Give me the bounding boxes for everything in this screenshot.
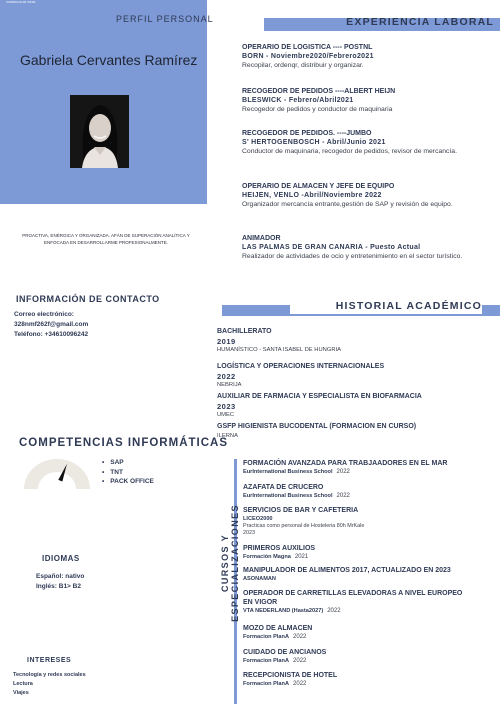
job-description: Conductor de maquinaria, recogedor de pedidos, revisor de mercancía. <box>242 148 457 155</box>
perfil-label: PERFIL PERSONAL <box>116 14 214 24</box>
course-item <box>243 566 493 583</box>
course-school: EurInternational Business School <box>243 469 333 475</box>
course-year: 2023 <box>243 529 255 536</box>
course-school: Formacion PlanA <box>243 681 290 687</box>
course-item <box>243 648 493 665</box>
course-title: SERVICIOS DE BAR Y CAFETERIA <box>243 507 359 514</box>
idiomas-title: IDIOMAS <box>42 554 80 563</box>
course-school: Formacion PlanA <box>243 658 290 664</box>
course-title: MOZO DE ALMACEN <box>243 625 313 632</box>
experience-item <box>242 182 492 210</box>
job-detail: BLESWICK - Febrero/Abril2021 <box>242 97 354 104</box>
email-value: 328nmf262f@gmail.com <box>14 321 89 328</box>
course-title: RECEPCIONISTA DE HOTEL <box>243 672 338 679</box>
skill-gauge <box>22 455 92 493</box>
course-item <box>243 624 493 641</box>
degree-year: 2023 <box>217 401 236 411</box>
contact-info <box>14 310 88 340</box>
course-item <box>243 459 493 476</box>
header-tiny-text: CURRICULUM VITAE <box>6 0 36 4</box>
portrait-image <box>70 95 129 168</box>
degree-title: BACHILLERATO <box>217 328 272 335</box>
intereses-list <box>13 671 86 698</box>
job-description: Recogedor de pedidos y conductor de maquinaria <box>242 106 393 113</box>
experience-item <box>242 234 492 262</box>
course-title: MANIPULADOR DE ALIMENTOS 2017, ACTUALIZADO EN 2023 <box>243 567 451 574</box>
job-title: OPERARIO DE LOGISTICA ---- POSTNL <box>242 44 373 51</box>
academic-title: HISTORIAL ACADÉMICO <box>290 298 482 314</box>
job-detail: BORN - Noviembre2020/Febrero2021 <box>242 53 374 60</box>
course-title: AZAFATA DE CRUCERO <box>243 484 324 491</box>
experience-item <box>242 87 492 115</box>
degree-title: LOGÍSTICA Y OPERACIONES INTERNACIONALES <box>217 363 385 370</box>
skill-item: • PACK OFFICE <box>102 477 154 487</box>
interest-item: Lectura <box>13 681 33 687</box>
course-title: OPERADOR DE CARRETILLAS ELEVADORAS A NIVEL EUROPEO EN VIGOR <box>243 590 463 606</box>
intereses-title: INTERESES <box>27 657 72 664</box>
course-item <box>243 483 493 500</box>
course-year: 2022 <box>293 634 307 640</box>
course-year: 2022 <box>327 608 341 614</box>
competencias-title: COMPETENCIAS INFORMÁTICAS <box>19 437 228 449</box>
courses-title: CURSOS Y ESPECIALIZACIONES <box>220 504 240 622</box>
experience-title: EXPERIENCIA LABORAL <box>346 16 494 28</box>
academic-item <box>217 393 487 419</box>
course-school: ASONAMAN <box>243 576 276 582</box>
profile-photo <box>70 95 129 168</box>
course-item <box>243 506 493 536</box>
academic-item <box>217 423 487 440</box>
course-item <box>243 589 493 615</box>
job-description: Realizador de actividades de ocio y entretenimiento en el sector turístico. <box>242 253 463 260</box>
degree-year: 2022 <box>217 371 236 381</box>
course-item <box>243 671 493 688</box>
course-school: Formación Magna <box>243 554 291 560</box>
course-title: CUIDADO DE ANCIANOS <box>243 649 327 656</box>
language-item: Inglés: B1> B2 <box>36 583 81 590</box>
degree-year: 2019 <box>217 336 236 346</box>
course-title: PRIMEROS AUXILIOS <box>243 545 316 552</box>
course-year: 2022 <box>336 493 350 499</box>
course-school: VTA NEDERLAND (Hasta2027) <box>243 608 324 614</box>
job-title: OPERARIO DE ALMACEN Y JEFE DE EQUIPO <box>242 183 395 190</box>
language-item: Español: nativo <box>36 573 85 580</box>
degree-school: ILERNA <box>217 432 238 439</box>
course-year: 2021 <box>294 554 309 560</box>
interest-item: Viajes <box>13 690 29 696</box>
course-school: LICEO2000 <box>243 516 273 522</box>
course-school: EurInternational Business School <box>243 493 333 499</box>
job-title: RECOGEDOR DE PEDIDOS. ----JUMBO <box>242 130 372 137</box>
job-title: ANIMADOR <box>242 235 281 242</box>
job-detail: LAS PALMAS DE GRAN CANARIA - Puesto Actual <box>242 244 421 251</box>
academic-item <box>217 328 487 354</box>
contact-title: INFORMACIÓN DE CONTACTO <box>16 294 160 304</box>
course-year: 2022 <box>293 658 307 664</box>
course-title: FORMACIÓN AVANZADA PARA TRABJAADORES EN EL MAR <box>243 460 448 467</box>
experience-item <box>242 43 492 71</box>
job-detail: HEIJEN, VENLO -Abril/Noviembre 2022 <box>242 192 382 199</box>
profile-summary: PROACTIVA, ENÉRGICA Y ORGANIZADA. AFÁN DE SUPERACIÓN ANALÍTICA Y ENFOCADA EN DESARROLLARME PROFESIONALMENTE. <box>22 233 190 245</box>
degree-school: NEBRIJA <box>217 381 242 388</box>
idiomas-list <box>36 572 84 592</box>
job-description: Recopilar, ordenqr, distribuir y organizar. <box>242 62 364 69</box>
course-note: Practicas como personal de Hosteleria 80h MrKale <box>243 523 365 529</box>
person-name: Gabriela Cervantes Ramírez <box>20 52 198 68</box>
course-year: 2022 <box>293 681 307 687</box>
skill-item: • SAP <box>102 458 154 468</box>
experience-item <box>242 129 492 157</box>
academic-item <box>217 363 487 389</box>
job-title: RECOGEDOR DE PEDIDOS ----ALBERT HEIJN <box>242 88 396 95</box>
degree-title: AUXILIAR DE FARMACIA Y ESPECIALISTA EN BIOFARMACIA <box>217 393 422 400</box>
skills-list <box>102 458 154 487</box>
job-description: Organizador mercancía entrante,gestión de SAP y revisión de equipo. <box>242 201 453 208</box>
email-label: Correo electrónico: <box>14 311 74 318</box>
phone-value: Teléfono: +34610096242 <box>14 331 89 338</box>
skill-item: • TNT <box>102 468 154 478</box>
course-year: 2022 <box>336 469 350 475</box>
degree-title: GSFP HIGIENISTA BUCODENTAL (FORMACION EN CURSO) <box>217 423 417 430</box>
job-detail: S' HERTOGENBOSCH - Abril/Junio 2021 <box>242 139 386 146</box>
course-item <box>243 544 493 561</box>
course-school: Formacion PlanA <box>243 634 290 640</box>
degree-school: UMEC <box>217 411 235 418</box>
interest-item: Tecnología y redes sociales <box>13 672 86 678</box>
degree-school: HUMANÍSTICO - SANTA ISABEL DE HUNGRIA <box>217 346 342 353</box>
